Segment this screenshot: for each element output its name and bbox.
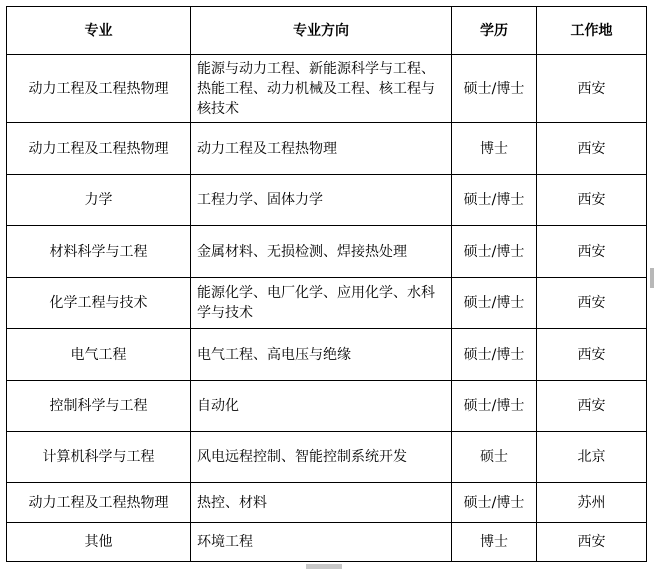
table-row xyxy=(7,226,647,278)
cell-location: 西安 xyxy=(537,381,647,432)
cell-degree: 博士 xyxy=(452,123,537,175)
table-row xyxy=(7,123,647,175)
bottom-edge-marker xyxy=(306,564,342,569)
cell-degree: 硕士/博士 xyxy=(452,381,537,432)
cell-degree: 硕士 xyxy=(452,432,537,483)
cell-degree: 博士 xyxy=(452,523,537,562)
cell-major: 化学工程与技术 xyxy=(7,278,191,329)
cell-location: 西安 xyxy=(537,55,647,123)
table-row xyxy=(7,278,647,329)
table-row xyxy=(7,432,647,483)
header-major: 专业 xyxy=(7,7,191,55)
table-row xyxy=(7,381,647,432)
cell-location: 西安 xyxy=(537,123,647,175)
cell-direction: 环境工程 xyxy=(191,523,452,562)
cell-major: 动力工程及工程热物理 xyxy=(7,55,191,123)
cell-major: 电气工程 xyxy=(7,329,191,381)
cell-degree: 硕士/博士 xyxy=(452,483,537,523)
cell-direction: 风电远程控制、智能控制系统开发 xyxy=(191,432,452,483)
table-row xyxy=(7,329,647,381)
cell-direction: 能源与动力工程、新能源科学与工程、热能工程、动力机械及工程、核工程与核技术 xyxy=(191,55,452,123)
table-row xyxy=(7,175,647,226)
cell-direction: 自动化 xyxy=(191,381,452,432)
cell-location: 西安 xyxy=(537,278,647,329)
cell-degree: 硕士/博士 xyxy=(452,329,537,381)
cell-location: 西安 xyxy=(537,175,647,226)
cell-location: 西安 xyxy=(537,226,647,278)
cell-direction: 热控、材料 xyxy=(191,483,452,523)
cell-degree: 硕士/博士 xyxy=(452,226,537,278)
cell-degree: 硕士/博士 xyxy=(452,278,537,329)
edge-scroll-marker xyxy=(650,268,654,288)
cell-major: 其他 xyxy=(7,523,191,562)
cell-major: 材料科学与工程 xyxy=(7,226,191,278)
table-row xyxy=(7,483,647,523)
cell-degree: 硕士/博士 xyxy=(452,175,537,226)
cell-direction: 电气工程、高电压与绝缘 xyxy=(191,329,452,381)
recruitment-table xyxy=(6,6,647,562)
cell-location: 西安 xyxy=(537,523,647,562)
table-row xyxy=(7,55,647,123)
header-degree: 学历 xyxy=(452,7,537,55)
table-row xyxy=(7,523,647,562)
cell-direction: 金属材料、无损检测、焊接热处理 xyxy=(191,226,452,278)
cell-major: 力学 xyxy=(7,175,191,226)
cell-direction: 能源化学、电厂化学、应用化学、水科学与技术 xyxy=(191,278,452,329)
table-header-row xyxy=(7,7,647,55)
cell-major: 动力工程及工程热物理 xyxy=(7,483,191,523)
cell-direction: 工程力学、固体力学 xyxy=(191,175,452,226)
cell-location: 苏州 xyxy=(537,483,647,523)
cell-location: 西安 xyxy=(537,329,647,381)
cell-degree: 硕士/博士 xyxy=(452,55,537,123)
cell-major: 计算机科学与工程 xyxy=(7,432,191,483)
cell-major: 动力工程及工程热物理 xyxy=(7,123,191,175)
cell-direction: 动力工程及工程热物理 xyxy=(191,123,452,175)
header-location: 工作地 xyxy=(537,7,647,55)
cell-major: 控制科学与工程 xyxy=(7,381,191,432)
cell-location: 北京 xyxy=(537,432,647,483)
header-direction: 专业方向 xyxy=(191,7,452,55)
